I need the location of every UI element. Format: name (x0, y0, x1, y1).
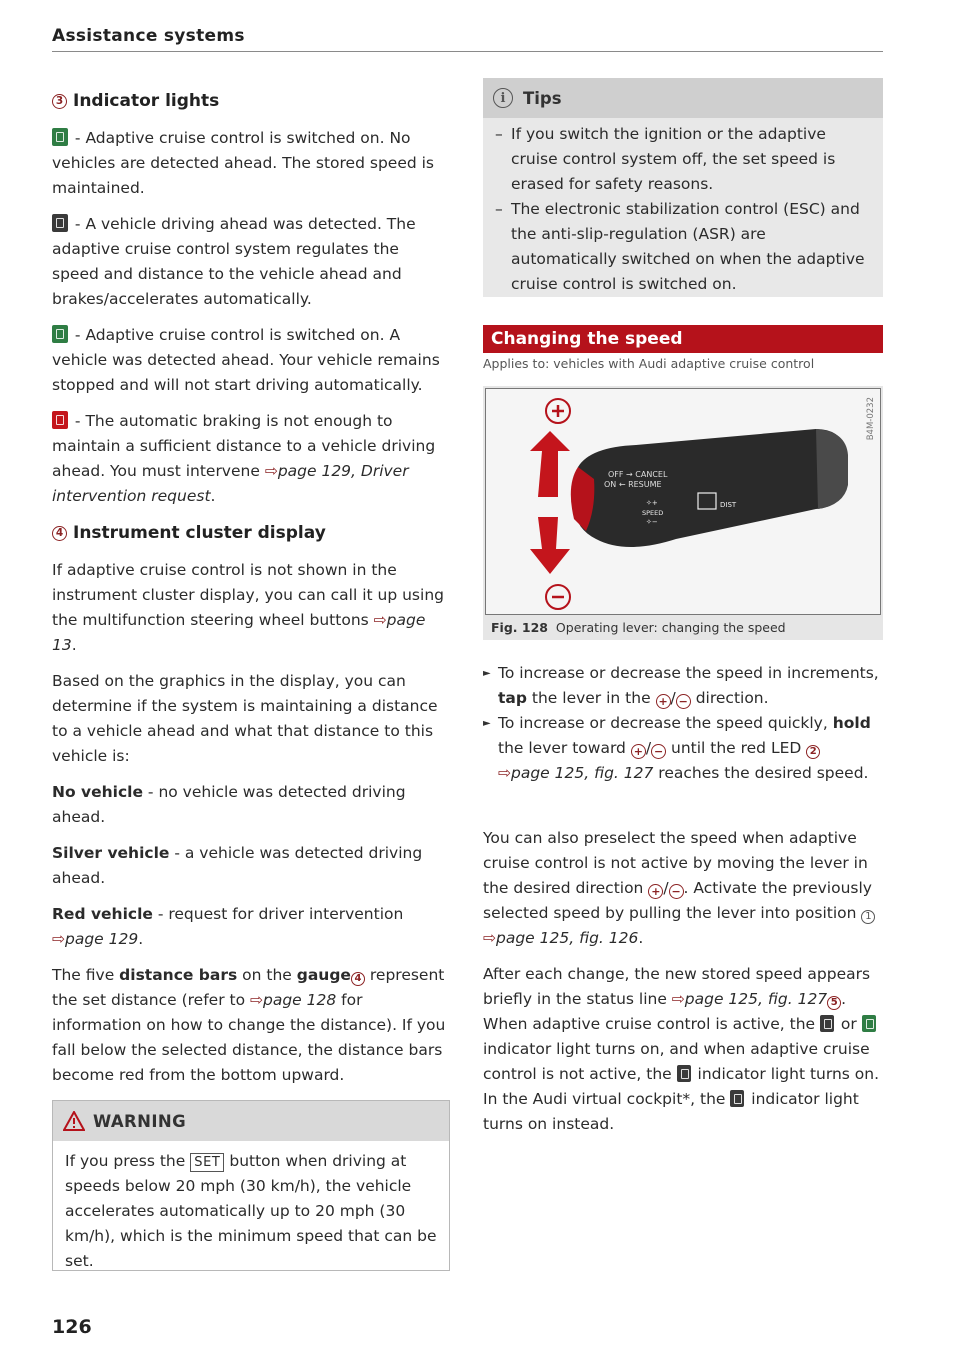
tips-box (483, 78, 883, 297)
acc-on-indicator-icon (52, 128, 68, 146)
indicator-lights-heading: 3 Indicator lights (52, 91, 219, 111)
svg-text:ON ← RESUME: ON ← RESUME (604, 480, 662, 489)
callout-number: 5 (827, 996, 841, 1010)
minus-icon: − (651, 744, 666, 759)
applies-to-note: Applies to: vehicles with Audi adaptive cruise control (483, 356, 815, 371)
vehicle-stopped-indicator-icon (52, 325, 68, 343)
plus-icon: + (656, 694, 671, 709)
arrow-right-icon: ⇨ (498, 764, 511, 782)
vehicle-detected-indicator-icon (52, 214, 68, 232)
intervention-indicator-icon (52, 411, 68, 429)
indicator-item-4: - The automatic braking is not enough to maintain a sufficient distance to a vehicle driving ahead. You must intervene ⇨page 129, Driver intervention request. (52, 412, 436, 505)
red-vehicle-paragraph: Red vehicle - request for driver intervention ⇨page 129. (52, 905, 404, 948)
callout-number: 1 (861, 910, 875, 924)
indicator-item-2: - A vehicle driving ahead was detected. The adaptive cruise control system regulates the speed and distance to the vehicle ahead and brakes/accelerates automatically. (52, 215, 416, 308)
lever-drawing (486, 389, 880, 614)
cluster-paragraph-1: If adaptive cruise control is not shown in the instrument cluster display, you can call it up using the multifunction steering wheel buttons ⇨page 13. (52, 561, 444, 654)
cluster-paragraph-2: Based on the graphics in the display, you can determine if the system is maintaining a distance to a vehicle ahead and what that distance to this vehicle is: (52, 672, 438, 765)
callout-number: 2 (806, 745, 820, 759)
bullet-hold: ► To increase or decrease the speed quickly, hold the lever toward + / − until the red LED 2 ⇨page 125, fig. 127 reaches the desired speed. (483, 711, 883, 786)
warning-header: WARNING (53, 1101, 449, 1141)
arrow-right-icon: ⇨ (483, 929, 496, 947)
svg-text:DIST: DIST (720, 501, 737, 509)
page-link[interactable]: page 129, Driver intervention request (52, 462, 409, 505)
arrow-right-icon: ⇨ (264, 462, 278, 480)
svg-text:✧+: ✧+ (646, 499, 658, 507)
callout-number: 4 (351, 972, 365, 986)
minus-icon: − (669, 884, 684, 899)
warning-triangle-icon (63, 1111, 85, 1131)
page-link[interactable]: page 125, fig. 126 (496, 929, 639, 947)
page-header-title: Assistance systems (52, 26, 245, 46)
plus-icon: + (631, 744, 646, 759)
arrow-right-icon: ⇨ (373, 611, 387, 629)
silver-vehicle-paragraph: Silver vehicle - a vehicle was detected driving ahead. (52, 844, 423, 887)
callout-number: 3 (52, 94, 67, 109)
page-link[interactable]: page 125, fig. 127 (684, 990, 828, 1008)
distance-bars-paragraph: The five distance bars on the gauge 4 represent the set distance (refer to ⇨page 128 for information on how to change the distance). If you fall below the selected distance, the distance bars become red from the bottom upward. (52, 966, 446, 1084)
info-icon: i (493, 88, 513, 108)
arrow-right-icon: ⇨ (52, 930, 65, 948)
svg-text:OFF → CANCEL: OFF → CANCEL (608, 470, 668, 479)
acc-active-indicator-icon (820, 1015, 834, 1032)
preselect-paragraph: You can also preselect the speed when adaptive cruise control is not active by moving the lever in the desired direction + / − . Activate the previously selected speed by pulling the lever into position 1 ⇨page 125, fig. 126. (483, 826, 883, 951)
operating-lever-illustration (485, 388, 881, 615)
page-link[interactable]: page 125, fig. 127 (511, 764, 654, 782)
svg-text:SPEED: SPEED (642, 509, 664, 517)
header-rule (52, 51, 883, 52)
tip-item: – If you switch the ignition or the adaptive cruise control system off, the set speed is erased for safety reasons. (495, 122, 873, 197)
set-button-label: SET (190, 1153, 224, 1172)
virtual-cockpit-indicator-icon (730, 1090, 744, 1107)
page-link[interactable]: page 13 (52, 611, 426, 654)
status-line-paragraph: After each change, the new stored speed appears briefly in the status line ⇨page 125, fig. 127 5 . When adaptive cruise control is active, the or indicator light turns on, and when adaptive cruise control is not active, the indicator light turns on. In the Audi virtual cockpit*, the indicator light turns on instead. (483, 965, 880, 1133)
warning-text: If you press the SET button when driving at speeds below 20 mph (30 km/h), the vehicle accelerates automatically up to 20 mph (30 km/h), which is the minimum speed that can be set. (65, 1152, 437, 1270)
page-link[interactable]: page 128 (262, 991, 337, 1009)
page-number: 126 (52, 1316, 92, 1338)
tips-list (483, 118, 883, 297)
acc-inactive-indicator-icon (677, 1065, 691, 1082)
tips-header: i Tips (483, 78, 883, 118)
page-link[interactable]: page 129 (65, 930, 139, 948)
warning-box (52, 1100, 450, 1271)
cluster-display-heading: 4 Instrument cluster display (52, 523, 326, 543)
indicator-item-1: - Adaptive cruise control is switched on. No vehicles are detected ahead. The stored speed is maintained. (52, 129, 434, 197)
callout-number: 4 (52, 526, 67, 541)
section-title-bar: Changing the speed (483, 325, 883, 353)
minus-icon: − (676, 694, 691, 709)
figure-code: B4M-0232 (866, 397, 876, 441)
figure-caption: Fig. 128 Operating lever: changing the speed (491, 620, 786, 635)
down-arrow-icon (530, 517, 570, 574)
no-vehicle-paragraph: No vehicle - no vehicle was detected driving ahead. (52, 783, 406, 826)
figure-128 (483, 386, 883, 640)
bullet-tap: ► To increase or decrease the speed in increments, tap the lever in the + / − direction. (483, 661, 883, 711)
indicator-item-3: - Adaptive cruise control is switched on. A vehicle was detected ahead. Your vehicle remains stopped and will not start driving automatically. (52, 326, 440, 394)
acc-active-green-indicator-icon (862, 1015, 876, 1032)
plus-icon: + (648, 884, 663, 899)
arrow-right-icon: ⇨ (671, 990, 685, 1008)
arrow-right-icon: ⇨ (249, 991, 263, 1009)
up-arrow-icon (530, 431, 570, 497)
svg-text:✧−: ✧− (646, 518, 658, 526)
tip-item: – The electronic stabilization control (ESC) and the anti-slip-regulation (ASR) are automatically switched on when the adaptive cruise control is switched on. (495, 197, 873, 297)
